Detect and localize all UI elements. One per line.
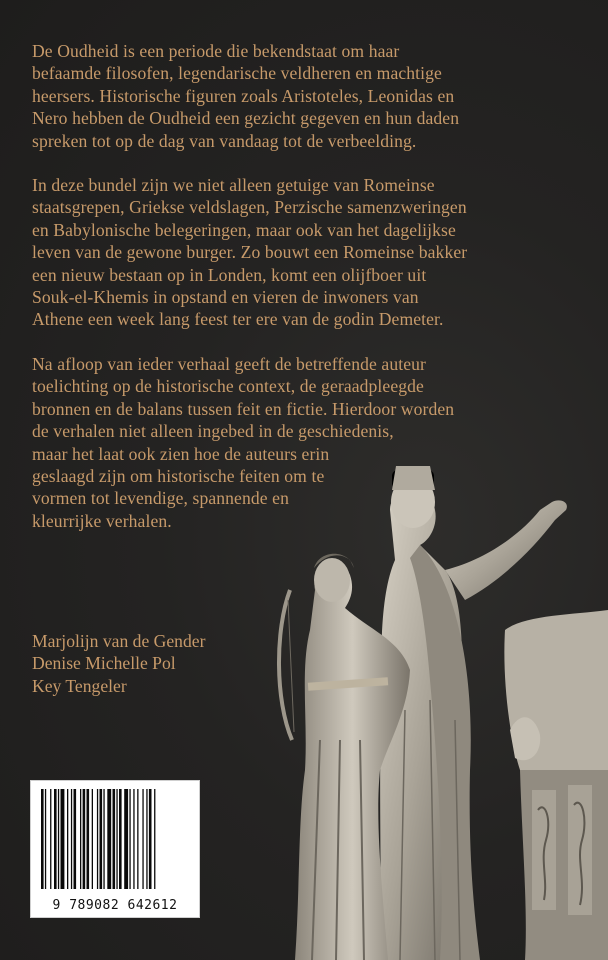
barcode-bar [54,789,57,889]
barcode-bar [100,789,103,889]
barcode-bar [71,789,72,889]
barcode-bar [87,789,90,889]
barcode-bar [142,789,143,889]
author-name: Denise Michelle Pol [32,653,176,674]
barcode-bar [119,789,122,889]
barcode-bar [67,789,68,889]
barcode-bar [154,789,155,889]
barcode-bar [149,789,152,889]
barcode-bar [74,789,77,889]
barcode-bar [133,789,134,889]
barcode-bar [116,789,117,889]
barcode-bar [137,789,138,889]
blurb-paragraph-1: De Oudheid is een periode die bekendstaat om haar befaamde filosofen, legendarische veldheren en machtige heersers. Historische figuren zoals Aristoteles, Leonidas en Nero hebben de Oudheid een gezicht gegeven en hun daden spreken tot op de dag van vandaag tot de verbeelding. [32,41,460,151]
barcode-bar [103,789,104,889]
barcode-bar [45,789,46,889]
barcode-bar [97,789,98,889]
blurb-paragraph-2: In deze bundel zijn we niet alleen getuige van Romeinse staatsgrepen, Griekse veldslagen, Perzische samenzweringen en Babylonische belegeringen, maar ook van het dagelijkse leven van de gewone burger. Zo bouwt een Romeinse bakker een nieuw bestaan op in Londen, komt een olijfboer uit Souk-el-Khemis in opstand en vieren de inwoners van Athene een week lang feest ter ere van de godin Demeter. [32,175,468,330]
barcode-bar [129,789,130,889]
barcode-bar [107,789,111,889]
classical-statue-illustration [270,440,608,960]
barcode-bar [92,789,93,889]
barcode-bar [41,789,44,889]
author-name: Key Tengeler [32,675,127,696]
barcode-bars [31,781,199,897]
barcode-bar [113,789,116,889]
blurb-paragraph-3: Na afloop van ieder verhaal geeft de betreffende auteur toelichting op de historische context, de geraadpleegde bronnen en de balans tussen feit en fictie. Hierdoor worden de verhalen niet alleen ingebed in de geschiedenis, maar het laat ook zien hoe de auteurs erin geslaagd zijn om historische feiten om te vormen tot levendige, spannende en kleurrijke verhalen. [32,353,455,531]
barcode-bar [83,789,86,889]
barcode-bar [80,789,81,889]
barcode-bar [50,789,51,889]
barcode-bar [58,789,59,889]
isbn-number: 9 789082 642612 [52,898,178,913]
author-name: Marjolijn van de Gender [32,631,206,651]
barcode [30,780,200,918]
barcode-bar [61,789,65,889]
barcode-bar [124,789,128,889]
barcode-bar [146,789,147,889]
